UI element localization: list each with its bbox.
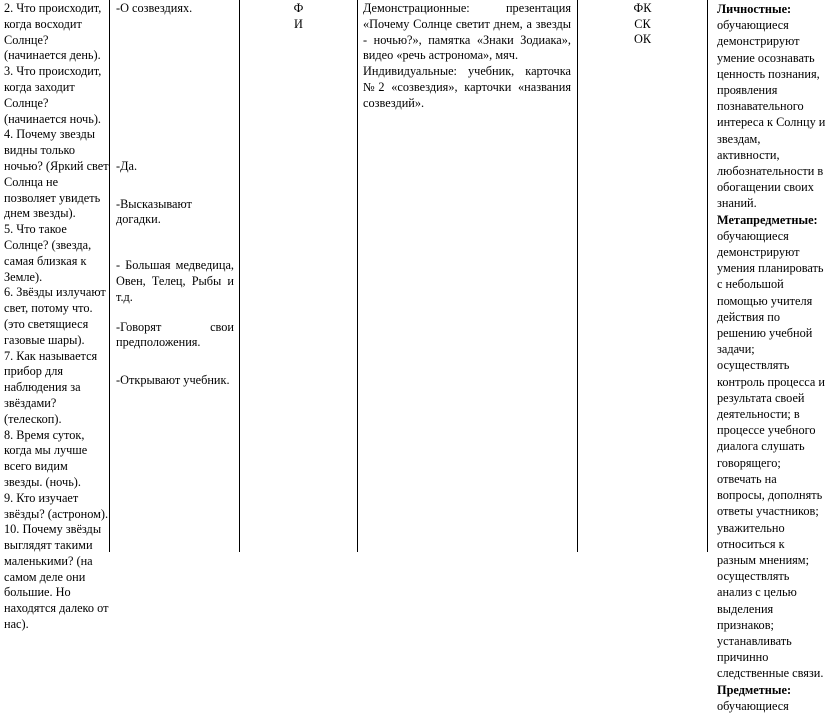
activity-item: -Открывают учебник.	[116, 373, 230, 388]
activity-item: -О созвездиях.	[116, 1, 193, 15]
question-item: 10. Почему звёзды выглядят такими маленькими? (на самом деле они большие. Но находятся далеко от нас).	[4, 522, 109, 632]
question-item: 6. Звёзды излучают свет, потому что. (это светящиеся газовые шары).	[4, 285, 106, 347]
activity-item: -Говорят свои предположения.	[116, 319, 234, 350]
question-item: 7. Как называется прибор для наблюдения за звёздами? (телескоп).	[4, 348, 98, 426]
question-item: 2. Что происходит, когда восходит Солнце? (начинается день).	[4, 1, 102, 63]
question-item: 9. Кто изучает звёзды? (астроном).	[4, 490, 109, 521]
meta-heading: Метапредметные:	[717, 212, 818, 227]
work-form: И	[294, 16, 303, 31]
subject-heading: Предметные:	[717, 682, 792, 697]
control-form: ОК	[633, 32, 652, 46]
question-item: 4. Почему звезды видны только ночью? (Яркий свет Солнца не позволяет увидеть днем звезды).	[4, 127, 109, 221]
question-item: 3. Что происходит, когда заходит Солнце? (начинается ночь).	[4, 64, 102, 126]
work-form: Ф	[293, 1, 304, 15]
activity-item: -Высказывают догадки.	[116, 196, 192, 227]
question-item: 8. Время суток, когда мы лучше всего видим звезды. (ночь).	[4, 427, 88, 489]
outcomes-column	[708, 0, 826, 713]
activity-item: -Да.	[116, 158, 138, 173]
demo-materials: Демонстрационные: презентация «Почему Солнце светит днем, а звезды - ночью?», памятка «Знаки Зодиака», видео «речь астронома», мяч.	[363, 1, 571, 63]
individual-materials: Индивидуальные: учебник, карточка №2 «созвездия», карточки «названия созвездий».	[363, 64, 571, 110]
control-form: ФК	[633, 1, 652, 15]
question-item: 5. Что такое Солнце? (звезда, самая близкая к Земле).	[4, 222, 92, 284]
student-activity-column	[110, 0, 238, 552]
control-forms-column	[578, 0, 707, 552]
activity-item: - Большая медведица, Овен, Телец, Рыбы и т.д.	[116, 258, 234, 304]
personal-text: обучающиеся демонстрируют умение осознавать ценность познания, проявления познавательного интереса к Солнцу и звездам, активности, любознательности в обогащении своих знаний.	[717, 18, 826, 211]
materials-column	[358, 0, 577, 552]
control-form: СК	[634, 16, 651, 31]
subject-text: обучающиеся	[717, 698, 789, 713]
work-forms-column	[240, 0, 357, 552]
personal-heading: Личностные:	[717, 2, 792, 16]
meta-text: обучающиеся демонстрируют умения планировать с небольшой помощью учителя действия по решению учебной задачи; осуществлять контроль процесса и результата своей деятельности; в процессе учебного диалога слушать говорящего; отвечать на вопросы, дополнять ответы участников; уважительно относиться к разным мнениям; осуществлять анализ с целью выделения признаков; устанавливать причинно следственные связи.	[717, 228, 825, 681]
questions-column	[0, 0, 109, 632]
